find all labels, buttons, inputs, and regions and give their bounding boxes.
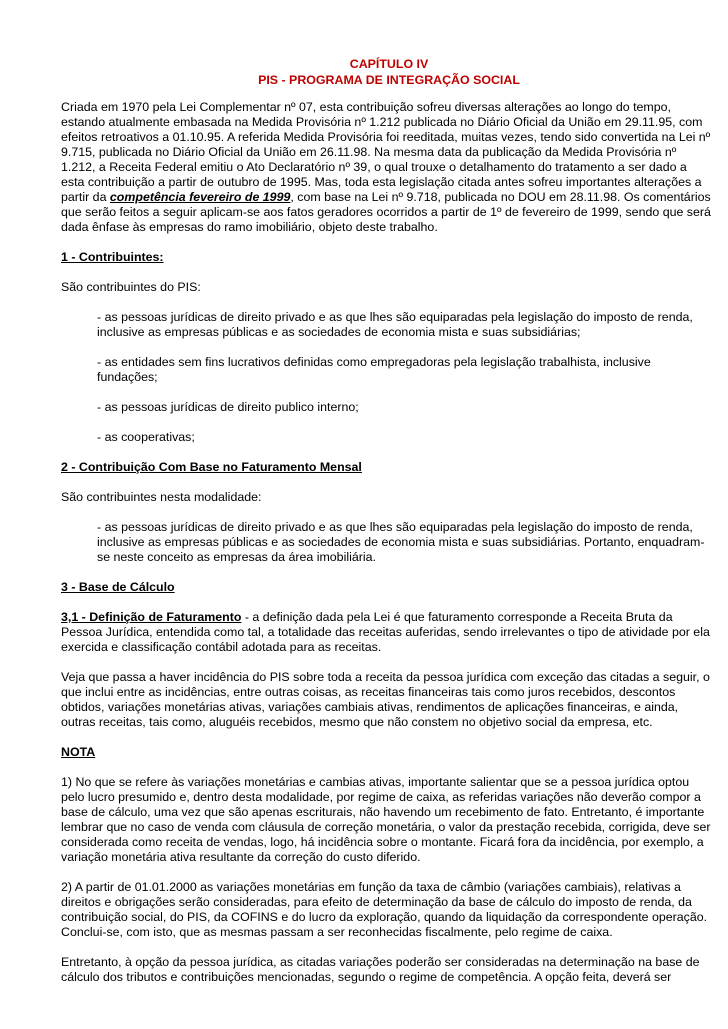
section-2-heading-text: 2 - Contribuição Com Base no Faturamento Mensal <box>61 460 362 474</box>
section-1-heading-text: 1 - Contribuintes: <box>61 250 164 264</box>
section-3-1-text: - a definição dada pela Lei é que faturamento corresponde a Receita Bruta da Pessoa Jurídica, entendida como tal, a totalidade das receitas auferidas, sendo irrelevantes o tipo de atividade por ela exercida e classificação contábil adotada para as receitas. <box>61 610 710 654</box>
nota-paragraph-2: 2) A partir de 01.01.2000 as variações monetárias em função da taxa de câmbio (variações cambiais), relativas a direitos e obrigações serão consideradas, para efeito de determinação da base de cálculo do imposto de renda, da contribuição social, do PIS, da COFINS e do lucro da exploração, quando da liquidação da correspondente operação. Conclui-se, com isto, que as mesmas passam a ser reconhecidas fiscalmente, pelo regime de caixa. <box>61 880 708 939</box>
list-item: - as pessoas jurídicas de direito privado e as que lhes são equiparadas pela legislação do imposto de renda, inclusive as empresas públicas e as sociedades de economia mista e suas subsidiárias. Portanto, enquadram-se neste conceito as empresas da área imobiliária. <box>97 520 705 564</box>
intro-text-end: , com base na Lei nº 9.718, publicada no DOU em 28.11.98. Os comentários que serão feitos a seguir aplicam-se aos fatos geradores ocorridos a partir de 1º de fevereiro de 1999, sendo que será dada ênfase às empresas do ramo imobiliário, objeto deste trabalho. <box>61 190 711 234</box>
section-1-heading <box>61 250 713 265</box>
section-3-1-paragraph <box>61 610 713 655</box>
chapter-title: CAPÍTULO IV <box>349 57 429 71</box>
section-3-1-heading: 3,1 - Definição de Faturamento <box>61 610 242 624</box>
list-item: - as pessoas jurídicas de direito publico interno; <box>97 400 359 414</box>
section-1-lead: São contribuintes do PIS: <box>61 280 201 294</box>
chapter-subtitle: PIS - PROGRAMA DE INTEGRAÇÃO SOCIAL <box>258 73 520 87</box>
document-page <box>61 56 713 1000</box>
intro-text-start: Criada em 1970 pela Lei Complementar nº 07, esta contribuição sofreu diversas alterações ao longo do tempo, estando atualmente embasada na Medida Provisória nº 1.212 publicada no Diário Oficial da União em 29.11.95, com efeitos retroativos a 01.10.95. A referida Medida Provisória foi reeditada, muitas vezes, tendo sido convertida na Lei nº 9.715, publicada no Diário Oficial da União em 26.11.98. Na mesma data da publicação da Medida Provisória nº 1.212, a Receita Federal emitiu o Ato Declaratório nº 39, o qual trouxe o detalhamento do tratamento a ser dado a esta contribuição a partir de outubro de 1995. Mas, toda esta legislação citada antes sofreu importantes alterações a partir da <box>61 100 711 204</box>
intro-emphasis: competência fevereiro de 1999 <box>109 190 291 204</box>
nota-paragraph-3: Entretanto, à opção da pessoa jurídica, as citadas variações poderão ser consideradas na determinação na base de cálculo dos tributos e contribuições mencionadas, segundo o regime de competência. A opção feita, deverá ser <box>61 955 700 984</box>
nota-heading-text: NOTA <box>61 745 96 759</box>
section-3-paragraph: Veja que passa a haver incidência do PIS sobre toda a receita da pessoa jurídica com exceção das citadas a seguir, o que inclui entre as incidências, entre outras coisas, as receitas financeiras tais como juros recebidos, descontos obtidos, variações monetárias ativas, variações cambiais ativas, rendimentos de aplicações financeiras, e ainda, outras receitas, tais como, aluguéis recebidos, mesmo que não constem no objetivo social da empresa, etc. <box>61 670 710 729</box>
intro-paragraph <box>61 100 713 235</box>
list-item: - as entidades sem fins lucrativos definidas como empregadoras pela legislação trabalhista, inclusive fundações; <box>97 355 651 384</box>
section-2-heading <box>61 460 713 475</box>
list-item: - as cooperativas; <box>97 430 195 444</box>
nota-heading <box>61 745 713 760</box>
section-3-heading <box>61 580 713 595</box>
section-2-lead: São contribuintes nesta modalidade: <box>61 490 262 504</box>
nota-paragraph-1: 1) No que se refere às variações monetárias e cambias ativas, importante salientar que se a pessoa jurídica optou pelo lucro presumido e, dentro desta modalidade, por regime de caixa, as referidas variações não deverão compor a base de cálculo, uma vez que são apenas escriturais, não havendo um recebimento de fato. Entretanto, é importante lembrar que no caso de venda com cláusula de correção monetária, o valor da prestação recebida, corrigida, deve ser considerada como receita de vendas, logo, há incidência sobre o montante. Ficará fora da incidência, por exemplo, a variação monetária ativa resultante da correção do custo diferido. <box>61 775 711 864</box>
section-3-heading-text: 3 - Base de Cálculo <box>61 580 175 594</box>
list-item: - as pessoas jurídicas de direito privado e as que lhes são equiparadas pela legislação do imposto de renda, inclusive as empresas públicas e as sociedades de economia mista e suas subsidiárias; <box>97 310 693 339</box>
